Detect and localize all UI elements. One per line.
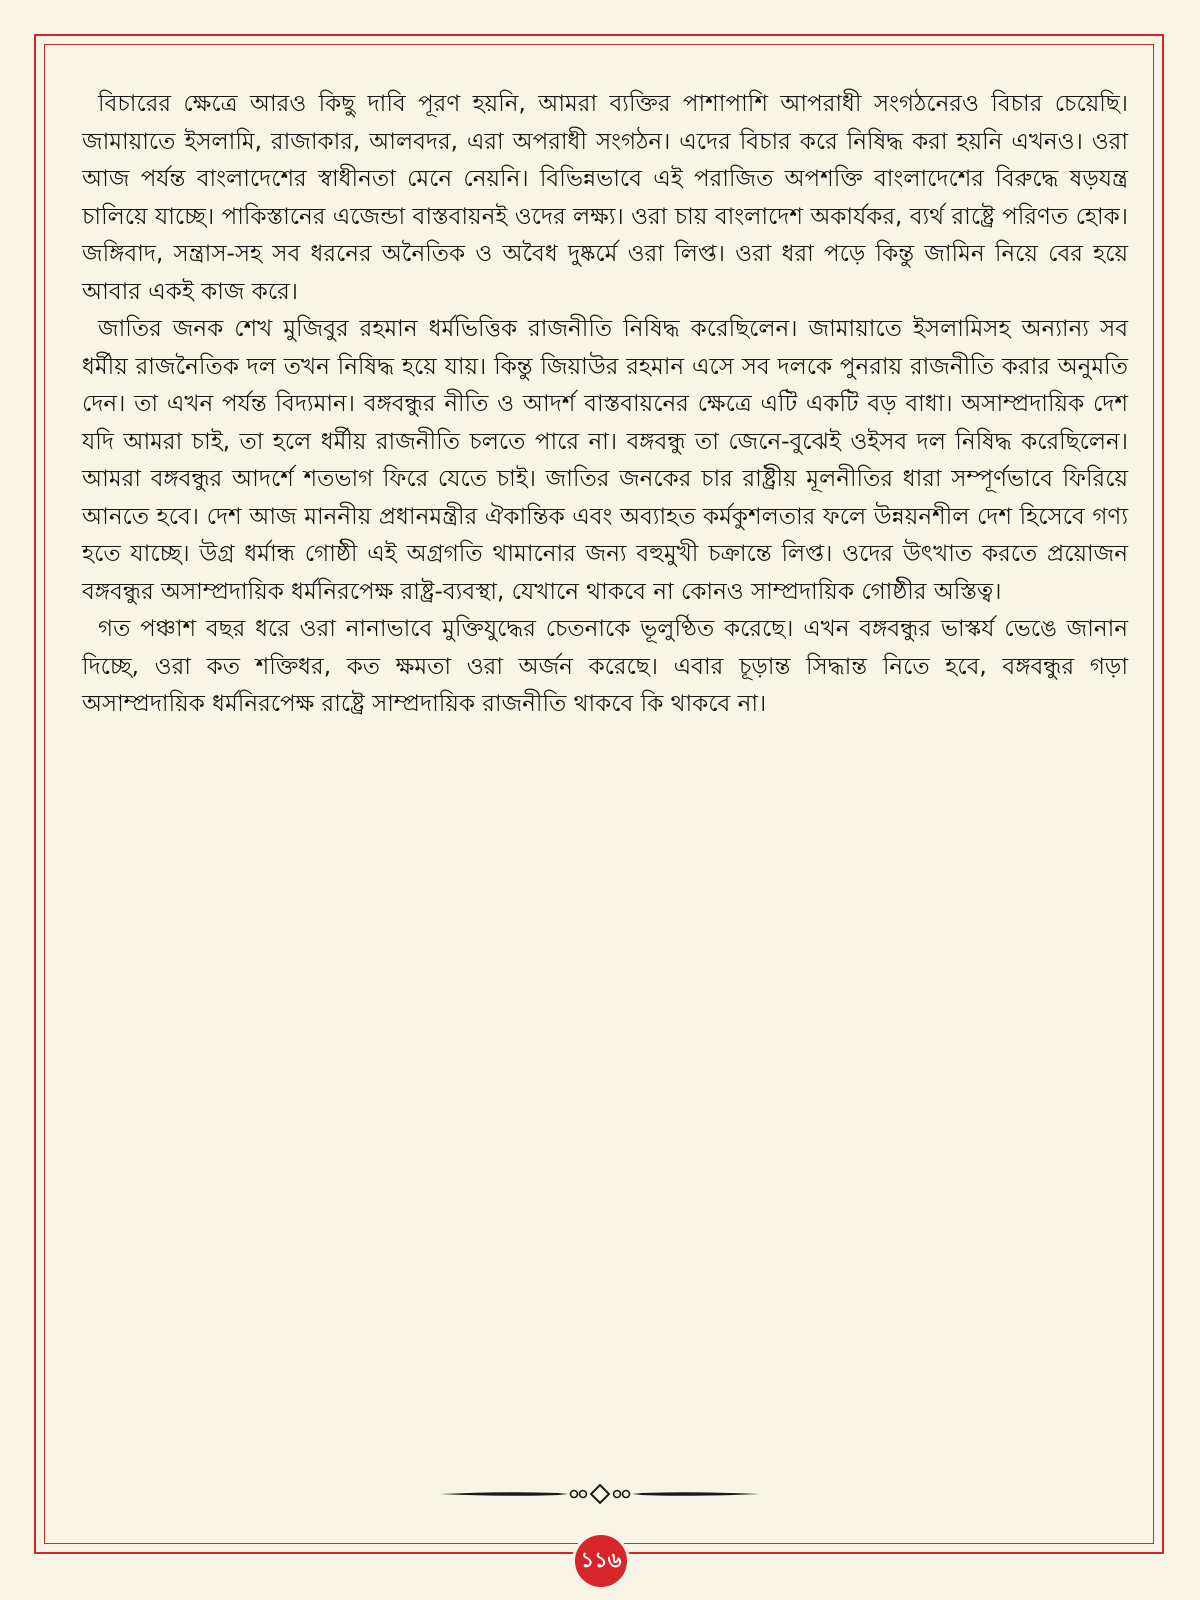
page-number-badge bbox=[572, 1532, 630, 1590]
paragraph-3: গত পঞ্চাশ বছর ধরে ওরা নানাভাবে মুক্তিযুদ্ধের চেতনাকে ভূলুণ্ঠিত করেছে। এখন বঙ্গবন্ধুর ভাস্কর্য ভেঙে জানান দিচ্ছে, ওরা কত শক্তিধর, কত ক্ষমতা ওরা অর্জন করেছে। এবার চূড়ান্ত সিদ্ধান্ত নিতে হবে, বঙ্গবন্ধুর গড়া অসাম্প্রদায়িক ধর্মনিরপেক্ষ রাষ্ট্রে সাম্প্রদায়িক রাজনীতি থাকবে কি থাকবে না। bbox=[82, 616, 1128, 717]
body-text bbox=[82, 86, 1128, 724]
page-number: ১১৬ bbox=[580, 1547, 622, 1572]
paragraph-2: জাতির জনক শেখ মুজিবুর রহমান ধর্মভিত্তিক রাজনীতি নিষিদ্ধ করেছিলেন। জামায়াতে ইসলামিসহ অন্যান্য সব ধর্মীয় রাজনৈতিক দল তখন নিষিদ্ধ হয়ে যায়। কিন্তু জিয়াউর রহমান এসে সব দলকে পুনরায় রাজনীতি করার অনুমতি দেন। তা এখন পর্যন্ত বিদ্যমান। বঙ্গবন্ধুর নীতি ও আদর্শ বাস্তবায়নের ক্ষেত্রে এটি একটি বড় বাধা। অসাম্প্রদায়িক দেশ যদি আমরা চাই, তা হলে ধর্মীয় রাজনীতি চলতে পারে না। বঙ্গবন্ধু তা জেনে-বুঝেই ওইসব দল নিষিদ্ধ করেছিলেন। আমরা বঙ্গবন্ধুর আদর্শে শতভাগ ফিরে যেতে চাই। জাতির জনকের চার রাষ্ট্রীয় মূলনীতির ধারা সম্পূর্ণভাবে ফিরিয়ে আনতে হবে। দেশ আজ মাননীয় প্রধানমন্ত্রীর ঐকান্তিক এবং অব্যাহত কর্মকুশলতার ফলে উন্নয়নশীল দেশ হিসেবে গণ্য হতে যাচ্ছে। উগ্র ধর্মান্ধ গোষ্ঠী এই অগ্রগতি থামানোর জন্য বহুমুখী চক্রান্তে লিপ্ত। ওদের উৎখাত করতে প্রয়োজন বঙ্গবন্ধুর অসাম্প্রদায়িক ধর্মনিরপেক্ষ রাষ্ট্র-ব্যবস্থা, যেখানে থাকবে না কোনও সাম্প্রদায়িক গোষ্ঠীর অস্তিত্ব। bbox=[82, 316, 1128, 605]
divider-ornament bbox=[440, 1482, 760, 1506]
paragraph-1: বিচারের ক্ষেত্রে আরও কিছু দাবি পূরণ হয়নি, আমরা ব্যক্তির পাশাপাশি আপরাধী সংগঠনেরও বিচার চেয়েছি। জামায়াতে ইসলামি, রাজাকার, আলবদর, এরা অপরাধী সংগঠন। এদের বিচার করে নিষিদ্ধ করা হয়নি এখনও। ওরা আজ পর্যন্ত বাংলাদেশের স্বাধীনতা মেনে নেয়নি। বিভিন্নভাবে এই পরাজিত অপশক্তি বাংলাদেশের বিরুদ্ধে ষড়যন্ত্র চালিয়ে যাচ্ছে। পাকিস্তানের এজেন্ডা বাস্তবায়নই ওদের লক্ষ্য। ওরা চায় বাংলাদেশ অকার্যকর, ব্যর্থ রাষ্ট্রে পরিণত হোক। জঙ্গিবাদ, সন্ত্রাস-সহ সব ধরনের অনৈতিক ও অবৈধ দুষ্কর্মে ওরা লিপ্ত। ওরা ধরা পড়ে কিন্তু জামিন নিয়ে বের হয়ে আবার একই কাজ করে। bbox=[82, 91, 1128, 305]
